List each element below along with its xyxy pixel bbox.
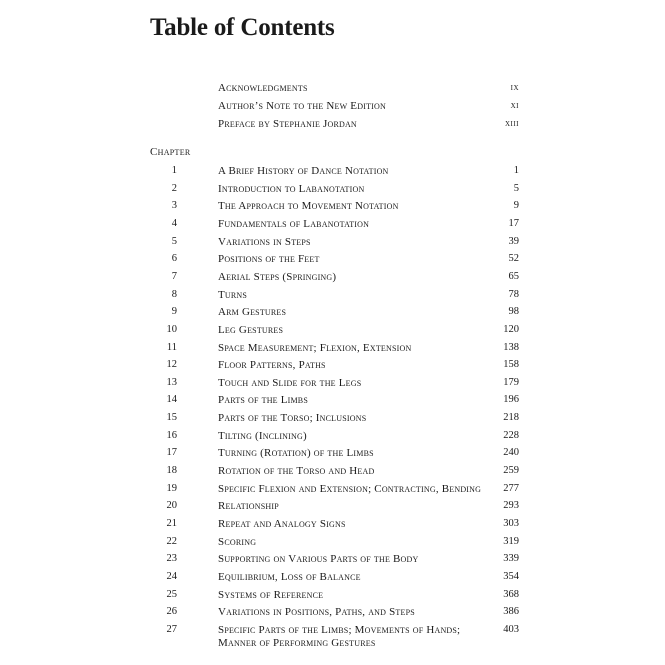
entry-title: Acknowledgments: [218, 82, 308, 94]
chapter-page: 228: [503, 429, 519, 441]
chapter-page: 39: [508, 235, 519, 247]
front-matter-entry: [0, 99, 665, 115]
chapter-number: 5: [171, 235, 177, 247]
entry-page: xiii: [504, 118, 519, 129]
chapter-page: 319: [503, 535, 519, 547]
chapter-number: 13: [166, 376, 177, 388]
chapter-title: Aerial Steps (Springing): [218, 270, 337, 283]
chapter-number: 8: [171, 288, 177, 300]
chapter-entry: [0, 570, 665, 586]
chapter-entry: [0, 517, 665, 533]
chapter-title: Tilting (Inclining): [218, 429, 307, 442]
chapter-entry: [0, 182, 665, 198]
chapter-title: Introduction to Labanotation: [218, 182, 365, 195]
chapter-number: 22: [166, 535, 177, 547]
front-matter-entry: [0, 117, 665, 133]
chapter-title: A Brief History of Dance Notation: [218, 165, 389, 177]
chapter-page: 179: [503, 376, 519, 388]
chapter-page: 9: [513, 200, 519, 212]
chapter-page: 277: [503, 482, 519, 494]
chapter-title: Turns: [218, 288, 248, 301]
chapter-title: Variations in Positions, Paths, and Steps: [218, 606, 415, 619]
chapter-number: 2: [171, 182, 177, 194]
chapter-number: 12: [166, 359, 177, 371]
chapter-entry: [0, 358, 665, 374]
chapter-title: Specific Parts of the Limbs; Movements of Hands;: [218, 623, 461, 636]
chapter-number: 4: [171, 217, 177, 229]
chapter-page: 98: [508, 306, 519, 318]
chapter-entry: [0, 411, 665, 427]
front-matter-entry: [0, 81, 665, 97]
chapter-title: Relationship: [218, 500, 279, 513]
chapter-number: 26: [166, 606, 177, 618]
chapter-number: 24: [166, 570, 177, 582]
chapter-page: 5: [513, 182, 519, 194]
chapter-title: Positions of the Feet: [218, 253, 320, 266]
chapter-page: 259: [503, 465, 519, 477]
chapter-number: 25: [166, 588, 177, 600]
chapter-number: 14: [166, 394, 177, 406]
chapter-title: Equilibrium, Loss of Balance: [218, 570, 361, 583]
chapter-title: Parts of the Limbs: [218, 394, 308, 407]
chapter-page: 240: [503, 447, 519, 459]
chapter-entry: [0, 305, 665, 321]
chapter-page: 17: [508, 217, 519, 229]
chapter-number: 23: [166, 553, 177, 565]
chapter-title: Touch and Slide for the Legs: [218, 376, 362, 389]
chapter-entry: [0, 270, 665, 286]
entry-page: xi: [510, 100, 519, 111]
entry-title: Author’s Note to the New Edition: [218, 100, 386, 112]
chapter-title: Rotation of the Torso and Head: [218, 465, 375, 478]
chapter-entry: [0, 605, 665, 621]
chapter-entry: [0, 446, 665, 462]
chapter-title: Specific Flexion and Extension; Contracting, Bending: [218, 482, 482, 495]
chapter-number: 10: [166, 323, 177, 335]
chapter-entry: [0, 588, 665, 604]
chapter-page: 196: [503, 394, 519, 406]
chapter-entry: [0, 164, 665, 180]
chapter-page: 52: [508, 253, 519, 265]
chapter-entry: [0, 235, 665, 251]
chapter-number: 15: [166, 412, 177, 424]
chapter-entry: [0, 535, 665, 551]
chapter-page: 218: [503, 412, 519, 424]
chapter-number: 6: [171, 253, 177, 265]
chapter-entry: [0, 499, 665, 515]
chapter-page: 65: [508, 270, 519, 282]
chapter-number: 17: [166, 447, 177, 459]
page-title: Table of Contents: [150, 14, 335, 41]
chapter-page: 1: [513, 165, 519, 176]
chapter-entry: [0, 429, 665, 445]
chapter-entry: [0, 376, 665, 392]
chapter-number: 18: [166, 465, 177, 477]
chapter-entry: [0, 623, 665, 649]
chapter-entry: [0, 252, 665, 268]
chapter-page: 138: [503, 341, 519, 353]
chapter-title: Supporting on Various Parts of the Body: [218, 553, 419, 566]
chapter-entry: [0, 217, 665, 233]
chapter-number: 16: [166, 429, 177, 441]
chapter-page: 403: [503, 623, 519, 635]
chapter-title: Arm Gestures: [218, 306, 287, 319]
chapter-title: Fundamentals of Labanotation: [218, 217, 370, 230]
chapter-title: Turning (Rotation) of the Limbs: [218, 447, 374, 460]
chapter-page: 158: [503, 359, 519, 371]
chapter-number: 27: [166, 623, 177, 635]
chapter-page: 386: [503, 606, 519, 618]
chapter-number: 7: [171, 270, 177, 282]
chapter-number: 21: [166, 518, 177, 529]
chapter-entry: [0, 393, 665, 409]
chapter-number: 19: [166, 482, 177, 494]
chapter-title: Parts of the Torso; Inclusions: [218, 412, 367, 425]
chapter-title: Scoring: [218, 535, 257, 548]
chapter-page: 354: [503, 570, 519, 582]
chapter-title: Systems of Reference: [218, 588, 324, 601]
entry-page: ix: [510, 82, 519, 93]
chapter-title: Leg Gestures: [218, 323, 284, 336]
chapter-title: Floor Patterns, Paths: [218, 359, 326, 372]
chapter-entry: [0, 464, 665, 480]
chapter-title-continued: Manner of Performing Gestures: [218, 636, 376, 649]
chapter-page: 120: [503, 323, 519, 335]
chapter-number: 3: [171, 200, 177, 212]
chapter-title: Space Measurement; Flexion, Extension: [218, 341, 412, 354]
chapter-title: The Approach to Movement Notation: [218, 200, 399, 213]
chapter-page: 78: [508, 288, 519, 300]
chapter-page: 303: [503, 518, 519, 529]
chapter-column-heading: Chapter: [150, 146, 191, 158]
chapter-title: Repeat and Analogy Signs: [218, 518, 346, 530]
chapter-title: Variations in Steps: [218, 235, 311, 248]
chapter-entry: [0, 482, 665, 498]
chapter-number: 20: [166, 500, 177, 512]
chapter-entry: [0, 341, 665, 357]
chapter-entry: [0, 552, 665, 568]
chapter-number: 1: [171, 165, 177, 176]
chapter-entry: [0, 288, 665, 304]
entry-title: Preface by Stephanie Jordan: [218, 118, 357, 130]
chapter-page: 293: [503, 500, 519, 512]
chapter-page: 339: [503, 553, 519, 565]
chapter-number: 11: [166, 341, 177, 353]
chapter-entry: [0, 199, 665, 215]
chapter-page: 368: [503, 588, 519, 600]
chapter-entry: [0, 323, 665, 339]
chapter-number: 9: [171, 306, 177, 318]
